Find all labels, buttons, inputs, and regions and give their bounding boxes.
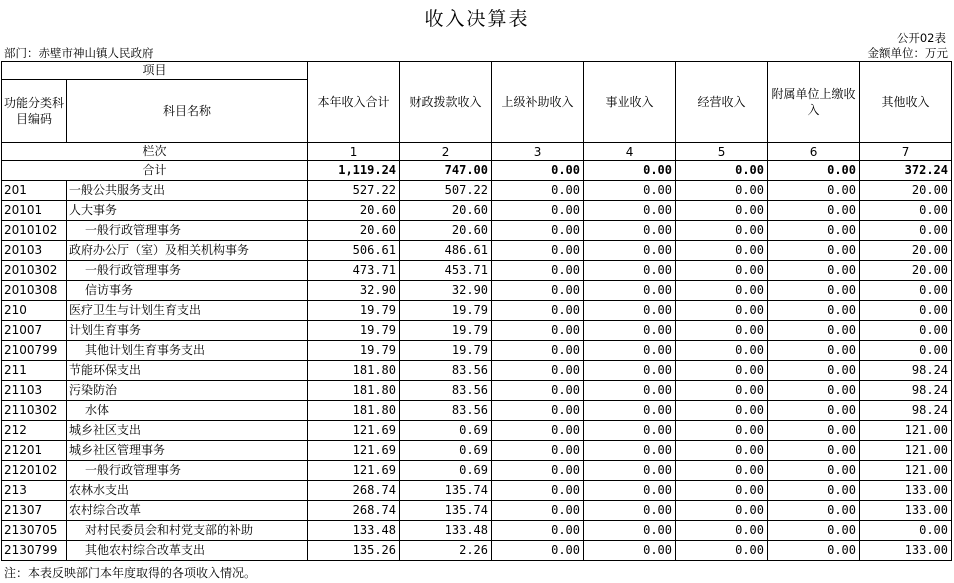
table-row (2, 501, 952, 521)
total-value: 0.00 (584, 161, 676, 181)
amount-cell: 133.00 (860, 481, 952, 501)
row-no: 6 (768, 143, 860, 161)
amount-cell: 0.00 (768, 301, 860, 321)
amount-cell: 0.00 (676, 421, 768, 441)
amount-cell: 0.00 (492, 341, 584, 361)
amount-cell: 121.00 (860, 421, 952, 441)
table-row (2, 521, 952, 541)
amount-cell: 0.00 (676, 401, 768, 421)
subject-code: 2010302 (2, 261, 67, 281)
amount-cell: 0.00 (492, 221, 584, 241)
amount-unit-label: 金额单位：万元 (867, 46, 948, 60)
amount-cell: 20.00 (860, 181, 952, 201)
amount-cell: 0.00 (768, 501, 860, 521)
amount-cell: 19.79 (308, 301, 400, 321)
amount-cell: 268.74 (308, 501, 400, 521)
amount-cell: 0.00 (676, 461, 768, 481)
header-col-5: 经营收入 (676, 62, 768, 143)
amount-cell: 486.61 (400, 241, 492, 261)
subject-name: 节能环保支出 (67, 361, 308, 381)
row-no: 2 (400, 143, 492, 161)
amount-cell: 0.00 (492, 541, 584, 561)
subject-code: 201 (2, 181, 67, 201)
amount-cell: 0.00 (584, 321, 676, 341)
table-row (2, 181, 952, 201)
header-col-4: 事业收入 (584, 62, 676, 143)
amount-cell: 0.00 (676, 541, 768, 561)
amount-cell: 0.00 (492, 361, 584, 381)
amount-cell: 0.00 (676, 221, 768, 241)
amount-cell: 121.69 (308, 461, 400, 481)
amount-cell: 19.79 (400, 341, 492, 361)
subject-code: 2130799 (2, 541, 67, 561)
amount-cell: 181.80 (308, 381, 400, 401)
amount-cell: 0.00 (676, 521, 768, 541)
amount-cell: 0.00 (768, 181, 860, 201)
amount-cell: 0.00 (676, 441, 768, 461)
subject-name: 水体 (67, 401, 308, 421)
header-col-3: 上级补助收入 (492, 62, 584, 143)
table-row (2, 201, 952, 221)
amount-cell: 0.00 (768, 481, 860, 501)
subject-code: 21007 (2, 321, 67, 341)
amount-cell: 0.00 (584, 221, 676, 241)
amount-cell: 121.69 (308, 441, 400, 461)
amount-cell: 0.00 (768, 341, 860, 361)
amount-cell: 0.69 (400, 461, 492, 481)
amount-cell: 507.22 (400, 181, 492, 201)
amount-cell: 0.00 (768, 381, 860, 401)
subject-name: 信访事务 (67, 281, 308, 301)
row-no: 3 (492, 143, 584, 161)
subject-name: 对村民委员会和村党支部的补助 (67, 521, 308, 541)
amount-cell: 0.00 (492, 181, 584, 201)
amount-cell: 0.00 (676, 281, 768, 301)
amount-cell: 0.00 (676, 321, 768, 341)
table-row (2, 541, 952, 561)
amount-cell: 0.00 (492, 301, 584, 321)
total-row (2, 161, 952, 181)
amount-cell: 0.00 (768, 541, 860, 561)
table-row (2, 221, 952, 241)
header-col-1: 本年收入合计 (308, 62, 400, 143)
subject-code: 20101 (2, 201, 67, 221)
amount-cell: 32.90 (308, 281, 400, 301)
amount-cell: 133.00 (860, 541, 952, 561)
amount-cell: 0.00 (492, 201, 584, 221)
amount-cell: 20.00 (860, 241, 952, 261)
amount-cell: 83.56 (400, 381, 492, 401)
amount-cell: 0.00 (584, 281, 676, 301)
subject-name: 农林水支出 (67, 481, 308, 501)
amount-cell: 0.00 (584, 381, 676, 401)
amount-cell: 0.00 (584, 521, 676, 541)
subject-code: 2010308 (2, 281, 67, 301)
subject-code: 212 (2, 421, 67, 441)
amount-cell: 0.00 (768, 241, 860, 261)
amount-cell: 20.60 (400, 201, 492, 221)
amount-cell: 0.00 (768, 441, 860, 461)
amount-cell: 20.60 (400, 221, 492, 241)
amount-cell: 98.24 (860, 401, 952, 421)
header-col-6: 附属单位上缴收入 (768, 62, 860, 143)
subject-code: 2120102 (2, 461, 67, 481)
amount-cell: 133.48 (308, 521, 400, 541)
amount-cell: 0.00 (584, 441, 676, 461)
subject-name: 其他计划生育事务支出 (67, 341, 308, 361)
amount-cell: 181.80 (308, 361, 400, 381)
row-no: 1 (308, 143, 400, 161)
amount-cell: 0.69 (400, 441, 492, 461)
amount-cell: 0.00 (768, 221, 860, 241)
amount-cell: 0.00 (768, 281, 860, 301)
total-value: 0.00 (676, 161, 768, 181)
amount-cell: 0.00 (584, 421, 676, 441)
table-row (2, 401, 952, 421)
subject-name: 污染防治 (67, 381, 308, 401)
amount-cell: 0.00 (492, 481, 584, 501)
amount-cell: 0.00 (676, 341, 768, 361)
table-row (2, 421, 952, 441)
table-footnote: 注：本表反映部门本年度取得的各项收入情况。 (4, 566, 257, 580)
amount-cell: 20.60 (308, 221, 400, 241)
total-value: 747.00 (400, 161, 492, 181)
header-col-7: 其他收入 (860, 62, 952, 143)
header-col-2: 财政拨款收入 (400, 62, 492, 143)
amount-cell: 0.00 (584, 481, 676, 501)
subject-name: 一般行政管理事务 (67, 261, 308, 281)
amount-cell: 473.71 (308, 261, 400, 281)
amount-cell: 0.00 (676, 381, 768, 401)
amount-cell: 453.71 (400, 261, 492, 281)
amount-cell: 98.24 (860, 381, 952, 401)
subject-name: 其他农村综合改革支出 (67, 541, 308, 561)
row-no: 5 (676, 143, 768, 161)
amount-cell: 181.80 (308, 401, 400, 421)
amount-cell: 0.00 (768, 201, 860, 221)
row-no: 4 (584, 143, 676, 161)
amount-cell: 0.00 (492, 381, 584, 401)
amount-cell: 0.00 (676, 261, 768, 281)
income-final-accounts-table (1, 61, 952, 561)
total-value: 0.00 (492, 161, 584, 181)
amount-cell: 0.00 (676, 301, 768, 321)
subject-name: 一般行政管理事务 (67, 221, 308, 241)
table-row (2, 341, 952, 361)
amount-cell: 121.00 (860, 441, 952, 461)
amount-cell: 0.00 (676, 241, 768, 261)
table-row (2, 261, 952, 281)
amount-cell: 0.00 (584, 241, 676, 261)
subject-name: 城乡社区支出 (67, 421, 308, 441)
amount-cell: 135.26 (308, 541, 400, 561)
amount-cell: 0.00 (768, 401, 860, 421)
amount-cell: 0.00 (492, 461, 584, 481)
amount-cell: 0.00 (492, 241, 584, 261)
amount-cell: 0.00 (860, 201, 952, 221)
amount-cell: 0.00 (584, 361, 676, 381)
header-func-code: 功能分类科目编码 (2, 80, 67, 143)
subject-code: 2100799 (2, 341, 67, 361)
subject-code: 21307 (2, 501, 67, 521)
amount-cell: 0.00 (768, 261, 860, 281)
amount-cell: 0.00 (860, 341, 952, 361)
amount-cell: 135.74 (400, 481, 492, 501)
amount-cell: 0.00 (676, 181, 768, 201)
amount-cell: 2.26 (400, 541, 492, 561)
row-no-label: 栏次 (2, 143, 308, 161)
subject-name: 医疗卫生与计划生育支出 (67, 301, 308, 321)
amount-cell: 121.00 (860, 461, 952, 481)
table-row (2, 461, 952, 481)
amount-cell: 0.00 (584, 181, 676, 201)
table-row (2, 321, 952, 341)
amount-cell: 0.00 (676, 481, 768, 501)
amount-cell: 0.00 (676, 361, 768, 381)
amount-cell: 0.00 (860, 221, 952, 241)
subject-name: 政府办公厅（室）及相关机构事务 (67, 241, 308, 261)
amount-cell: 0.00 (492, 321, 584, 341)
amount-cell: 0.00 (676, 501, 768, 521)
header-subject-name: 科目名称 (67, 80, 308, 143)
amount-cell: 0.00 (860, 521, 952, 541)
amount-cell: 19.79 (400, 321, 492, 341)
table-row (2, 281, 952, 301)
amount-cell: 83.56 (400, 361, 492, 381)
subject-name: 计划生育事务 (67, 321, 308, 341)
subject-code: 2130705 (2, 521, 67, 541)
amount-cell: 98.24 (860, 361, 952, 381)
amount-cell: 0.00 (584, 301, 676, 321)
amount-cell: 0.00 (584, 461, 676, 481)
form-number: 公开02表 (896, 31, 946, 45)
table-row (2, 481, 952, 501)
subject-name: 一般公共服务支出 (67, 181, 308, 201)
subject-name: 一般行政管理事务 (67, 461, 308, 481)
subject-code: 2110302 (2, 401, 67, 421)
report-title: 收入决算表 (424, 8, 530, 30)
amount-cell: 0.00 (768, 361, 860, 381)
subject-code: 213 (2, 481, 67, 501)
amount-cell: 0.00 (492, 421, 584, 441)
amount-cell: 0.00 (584, 541, 676, 561)
subject-code: 20103 (2, 241, 67, 261)
amount-cell: 0.00 (768, 521, 860, 541)
amount-cell: 0.00 (860, 301, 952, 321)
amount-cell: 0.00 (492, 401, 584, 421)
amount-cell: 0.69 (400, 421, 492, 441)
amount-cell: 0.00 (860, 281, 952, 301)
amount-cell: 135.74 (400, 501, 492, 521)
header-item: 项目 (2, 62, 308, 80)
table-row (2, 241, 952, 261)
total-value: 372.24 (860, 161, 952, 181)
amount-cell: 19.79 (308, 321, 400, 341)
amount-cell: 0.00 (492, 521, 584, 541)
amount-cell: 0.00 (492, 261, 584, 281)
amount-cell: 0.00 (860, 321, 952, 341)
total-value: 0.00 (768, 161, 860, 181)
amount-cell: 0.00 (584, 201, 676, 221)
amount-cell: 0.00 (768, 461, 860, 481)
subject-name: 农村综合改革 (67, 501, 308, 521)
amount-cell: 0.00 (492, 441, 584, 461)
amount-cell: 0.00 (584, 341, 676, 361)
total-value: 1,119.24 (308, 161, 400, 181)
amount-cell: 83.56 (400, 401, 492, 421)
amount-cell: 20.00 (860, 261, 952, 281)
subject-code: 211 (2, 361, 67, 381)
subject-code: 210 (2, 301, 67, 321)
table-row (2, 441, 952, 461)
subject-name: 城乡社区管理事务 (67, 441, 308, 461)
amount-cell: 268.74 (308, 481, 400, 501)
row-no: 7 (860, 143, 952, 161)
table-row (2, 381, 952, 401)
amount-cell: 0.00 (584, 401, 676, 421)
subject-code: 2010102 (2, 221, 67, 241)
amount-cell: 19.79 (400, 301, 492, 321)
table-row (2, 361, 952, 381)
amount-cell: 0.00 (768, 421, 860, 441)
amount-cell: 0.00 (584, 501, 676, 521)
amount-cell: 527.22 (308, 181, 400, 201)
amount-cell: 506.61 (308, 241, 400, 261)
amount-cell: 20.60 (308, 201, 400, 221)
total-label: 合计 (2, 161, 308, 181)
amount-cell: 133.48 (400, 521, 492, 541)
amount-cell: 0.00 (676, 201, 768, 221)
amount-cell: 121.69 (308, 421, 400, 441)
amount-cell: 0.00 (584, 261, 676, 281)
table-row (2, 301, 952, 321)
amount-cell: 32.90 (400, 281, 492, 301)
amount-cell: 0.00 (492, 281, 584, 301)
amount-cell: 0.00 (492, 501, 584, 521)
subject-code: 21103 (2, 381, 67, 401)
amount-cell: 133.00 (860, 501, 952, 521)
department-label: 部门：赤壁市神山镇人民政府 (4, 46, 154, 60)
subject-code: 21201 (2, 441, 67, 461)
subject-name: 人大事务 (67, 201, 308, 221)
amount-cell: 19.79 (308, 341, 400, 361)
amount-cell: 0.00 (768, 321, 860, 341)
